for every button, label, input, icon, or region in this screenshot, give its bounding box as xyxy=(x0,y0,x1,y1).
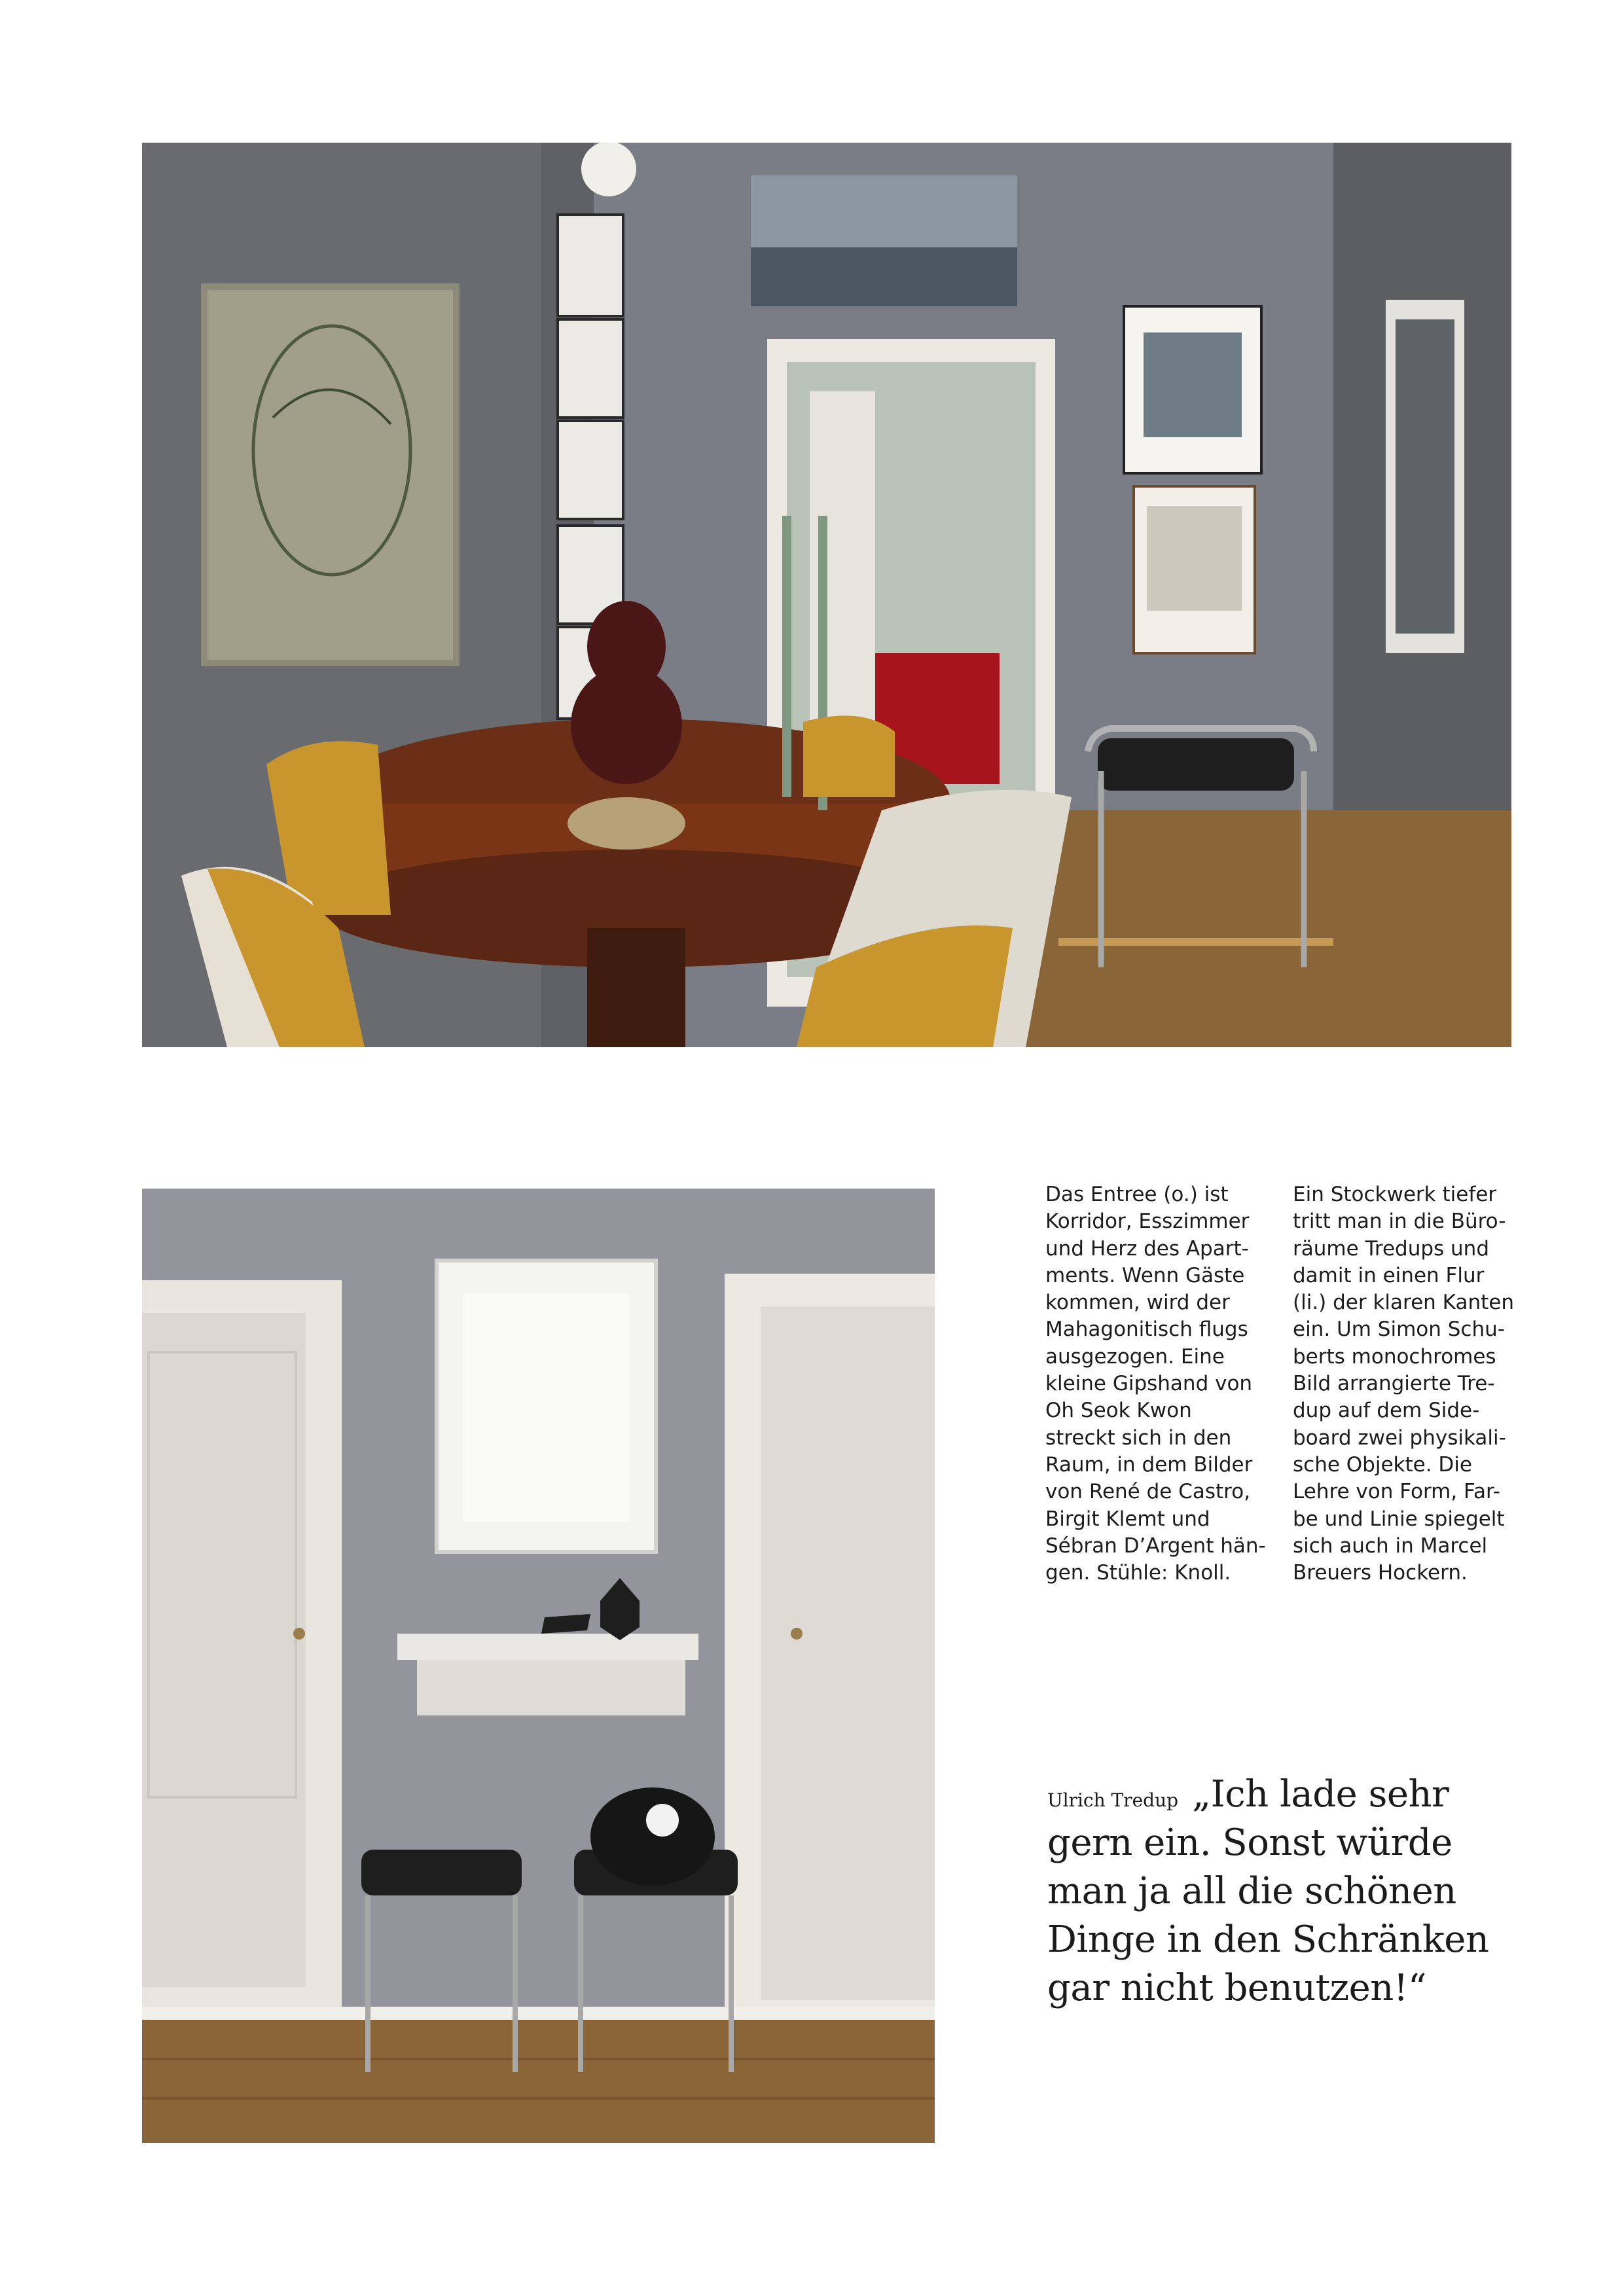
text-line: Lehre von Form, Far- xyxy=(1293,1480,1500,1504)
text-line: ausgezogen. Eine xyxy=(1045,1344,1225,1369)
text-line: Raum, in dem Bilder xyxy=(1045,1452,1253,1477)
text-line: Breuers Hockern. xyxy=(1293,1561,1468,1585)
pull-quote xyxy=(1047,1770,1519,2013)
text-line: ments. Wenn Gäste xyxy=(1045,1263,1245,1287)
text-line: Birgit Klemt und xyxy=(1045,1507,1210,1531)
text-line: berts monochromes xyxy=(1293,1344,1496,1369)
text-line: Ein Stockwerk tiefer xyxy=(1293,1183,1497,1206)
text-line: Das Entree (o.) ist xyxy=(1045,1183,1229,1206)
quote-text: „Ich lade sehr gern ein. Sonst würde man ja all die schönen Dinge in den Schränken gar nicht benutzen!“ xyxy=(1047,1773,1489,2009)
text-line: damit in einen Flur xyxy=(1293,1263,1485,1287)
text-line: Sébran D’Argent hän- xyxy=(1045,1534,1266,1558)
body-text-column-1 xyxy=(1045,1181,1281,1587)
text-line: Korridor, Esszimmer xyxy=(1045,1210,1250,1234)
text-line: Mahagonitisch flugs xyxy=(1045,1318,1248,1342)
text-line: kommen, wird der xyxy=(1045,1291,1230,1315)
text-line: board zwei physikali- xyxy=(1293,1426,1506,1450)
text-line: sich auch in Marcel xyxy=(1293,1534,1488,1558)
text-line: gen. Stühle: Knoll. xyxy=(1045,1561,1231,1585)
text-line: kleine Gipshand von xyxy=(1045,1372,1253,1396)
photo-hallway-stools xyxy=(142,1189,935,2143)
quote-author: Ulrich Tredup xyxy=(1047,1789,1179,1811)
photo-entree-dining-room xyxy=(142,143,1511,1047)
text-line: dup auf dem Side- xyxy=(1293,1399,1480,1423)
text-line: tritt man in die Büro- xyxy=(1293,1210,1506,1234)
text-line: Bild arrangierte Tre- xyxy=(1293,1372,1495,1396)
text-line: sche Objekte. Die xyxy=(1293,1452,1472,1477)
text-line: von René de Castro, xyxy=(1045,1480,1251,1504)
text-line: ein. Um Simon Schu- xyxy=(1293,1318,1505,1342)
text-line: be und Linie spiegelt xyxy=(1293,1507,1505,1531)
text-line: streckt sich in den xyxy=(1045,1426,1232,1450)
text-line: und Herz des Apart- xyxy=(1045,1236,1249,1261)
text-line: Oh Seok Kwon xyxy=(1045,1399,1192,1423)
text-line: räume Tredups und xyxy=(1293,1236,1490,1261)
body-text-column-2 xyxy=(1293,1181,1528,1587)
text-line: (li.) der klaren Kanten xyxy=(1293,1291,1514,1315)
